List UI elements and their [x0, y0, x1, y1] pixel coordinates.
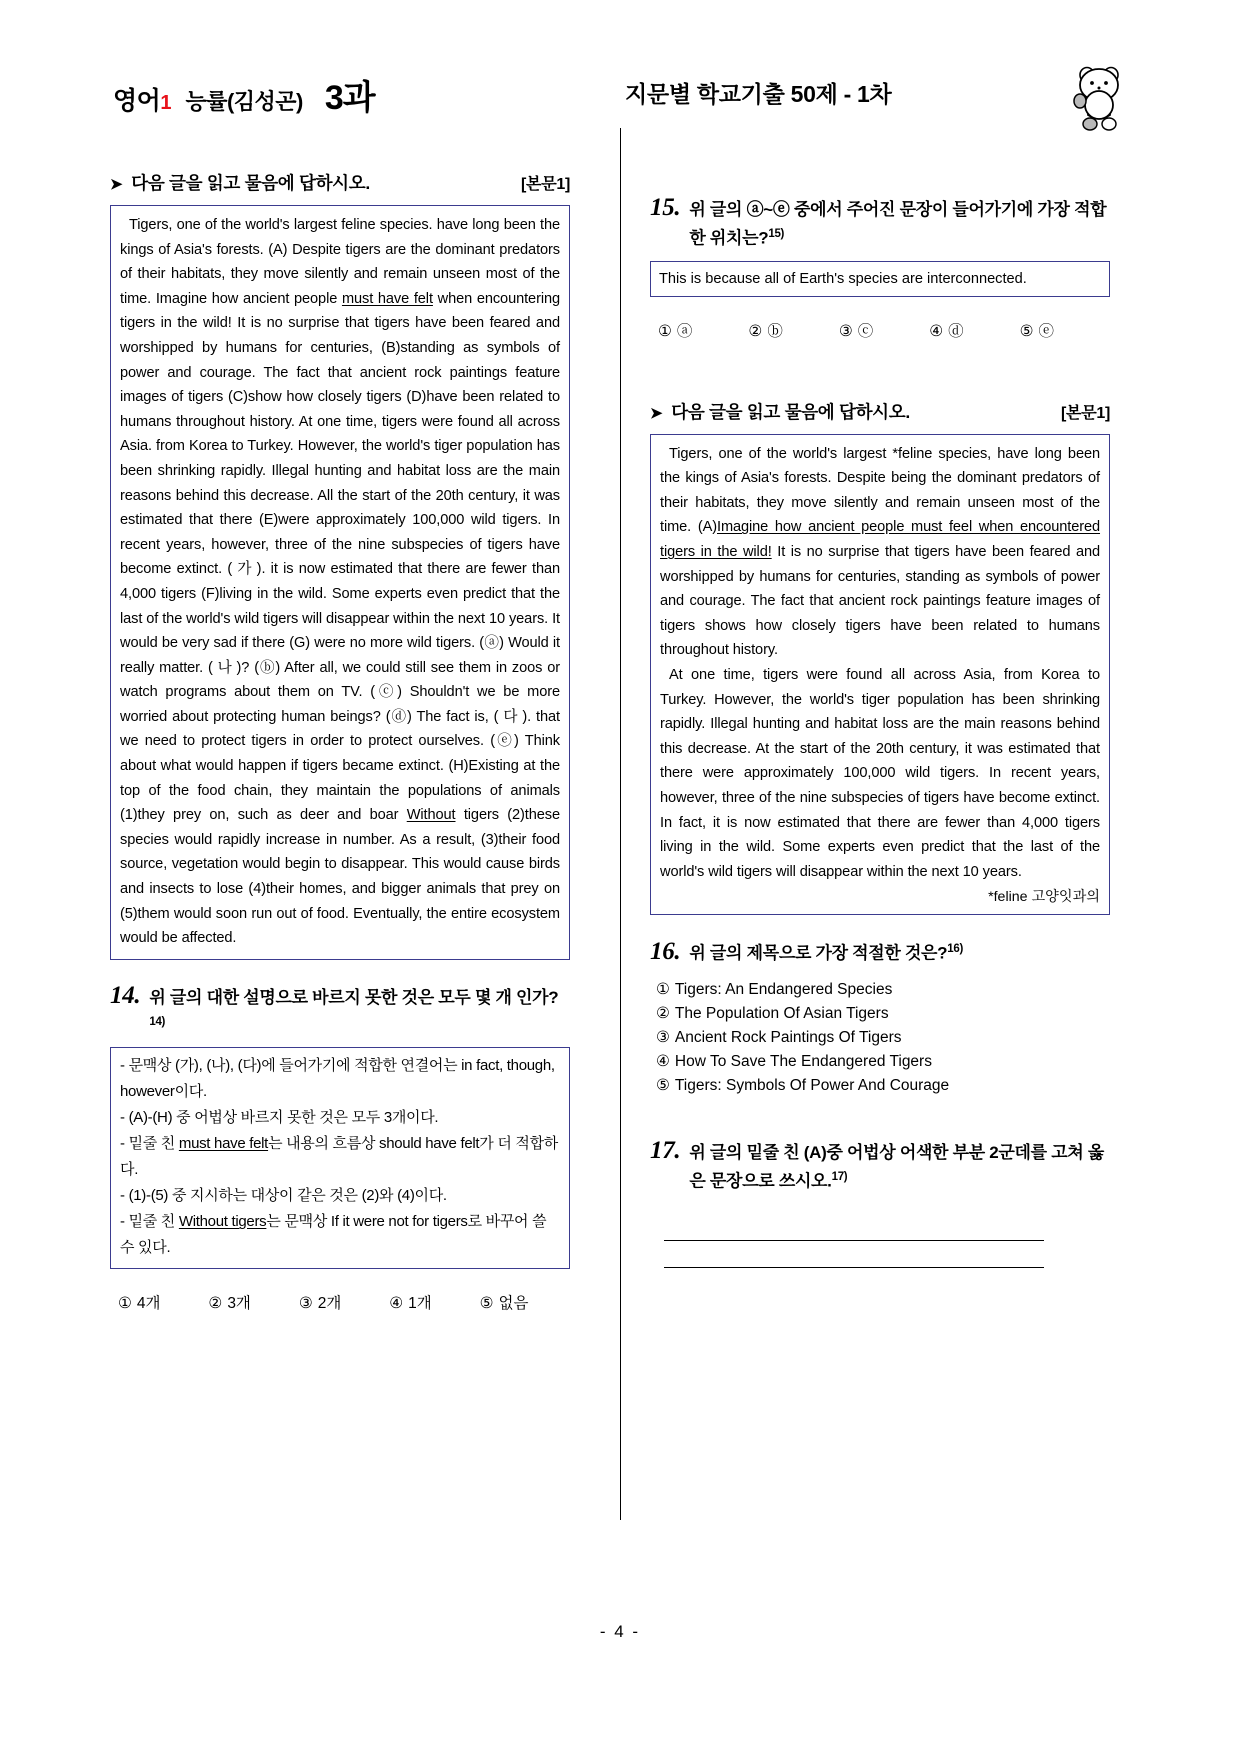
question-15 — [650, 194, 1110, 341]
choice-label: Tigers: Symbols Of Power And Courage — [674, 1077, 950, 1094]
choice-option[interactable] — [208, 1291, 298, 1313]
choice-marker: ① — [658, 322, 672, 340]
answer-line[interactable] — [664, 1241, 1044, 1268]
choice-marker: ④ — [929, 322, 944, 340]
right-passage-box — [650, 434, 1110, 916]
choice-option[interactable] — [656, 1074, 1110, 1097]
right-directive — [650, 399, 1110, 424]
choice-label: 1개 — [408, 1295, 432, 1313]
header-right-title: 지문별 학교기출 50제 - 1차 — [625, 81, 892, 107]
underlined-phrase: must have felt — [341, 290, 433, 307]
choice-option[interactable] — [656, 1002, 1110, 1025]
choice-label: How To Save The Endangered Tigers — [674, 1053, 932, 1070]
note-item: - 밑줄 친 must have felt는 내용의 흐름상 should have felt가 더 적합하다. — [120, 1135, 558, 1179]
choice-option[interactable] — [839, 319, 929, 341]
question-16-choices — [650, 978, 1110, 1097]
choice-marker: ⑤ — [656, 1077, 670, 1094]
question-15-head — [650, 194, 1110, 251]
choice-option[interactable] — [748, 319, 838, 341]
choice-marker: ③ — [656, 1029, 670, 1046]
question-17 — [650, 1137, 1110, 1268]
choice-label: The Population Of Asian Tigers — [674, 1005, 889, 1022]
question-14-note-box — [110, 1047, 570, 1269]
choice-marker: ⑤ — [479, 1295, 494, 1313]
choice-label: Ancient Rock Paintings Of Tigers — [674, 1029, 902, 1046]
bear-mascot-icon — [1060, 58, 1130, 136]
question-15-sup: 15) — [768, 228, 785, 240]
choice-option[interactable] — [658, 319, 748, 341]
choice-label: 2개 — [317, 1295, 342, 1313]
choice-marker: ⑤ — [1019, 322, 1034, 340]
arrow-icon: ➤ — [110, 176, 123, 193]
question-15-choices — [650, 319, 1110, 341]
choice-label: ⓒ — [857, 322, 874, 340]
question-16 — [650, 937, 1110, 1097]
note-item: - 문맥상 (가), (나), (다)에 들어가기에 적합한 연결어는 in fact, though, however이다. — [120, 1057, 555, 1101]
column-divider — [620, 128, 621, 1520]
question-15-number: 15. — [650, 194, 681, 221]
choice-option[interactable] — [656, 1026, 1110, 1049]
choice-marker: ② — [656, 1005, 670, 1022]
page-footer: - 4 - — [599, 1622, 641, 1641]
right-passage-text: Tigers, one of the world's largest *feline species, have long been the kings of Asia's forests. Despite being the dominant predators of their habitats, they move silently and remain unseen most of the time. (A)Imagine how ancient people must feel when encountered tigers in the wild! It is no surprise that tigers have been feared and worshipped by humans for centuries, standing as symbols of power and courage. The fact that ancient rock paintings feature images of tigers shows how closely tigers have been related to humans throughout history. At one time, tigers were found all across Asia, from Korea to Turkey. However, the world's tiger population has been shrinking rapidly. Illegal hunting and habitat loss are the main reasons behind this decrease. At the start of the 20th century, it was estimated that there were approximately 100,000 wild tigers. In recent years, however, three of the nine subspecies of tigers have become extinct. In fact, it is now estimated that there are fewer than 4,000 tigers living in the wild. Some experts even predict that the last of the world's wild tigers will disappear within the next 10 years. — [660, 445, 1101, 880]
right-column — [650, 170, 1110, 1268]
question-14-sup: 14) — [149, 1015, 166, 1028]
left-directive-tag: [본문1] — [521, 176, 570, 193]
right-directive-text: 다음 글을 읽고 물음에 답하시오. — [671, 401, 910, 422]
question-14-head — [110, 982, 570, 1039]
choice-label: ⓓ — [948, 322, 964, 340]
choice-marker: ③ — [298, 1295, 313, 1313]
choice-marker: ① — [118, 1295, 132, 1313]
question-15-text: 위 글의 ⓐ~ⓔ 중에서 주어진 문장이 들어가기에 가장 적합한 위치는?$^{15)}$ — [689, 200, 1107, 248]
question-16-number: 16. — [650, 938, 681, 965]
choice-option[interactable] — [389, 1291, 479, 1313]
question-16-head — [650, 937, 1110, 966]
answer-line[interactable] — [664, 1214, 1044, 1241]
choice-option[interactable] — [118, 1291, 208, 1313]
arrow-icon: ➤ — [650, 404, 663, 422]
left-passage-box — [110, 205, 570, 960]
question-16-text: 위 글의 제목으로 가장 적절한 것은?$^{16)}$ — [689, 943, 964, 963]
left-directive — [110, 170, 570, 195]
question-14 — [110, 982, 570, 1314]
left-passage-text: Tigers, one of the world's largest feline species. have long been the kings of Asia's forests. (A) Despite tigers are the dominant predators of their habitats, they move silently and remain unseen most of the time. Imagine how ancient people must have felt when encountering tigers in the wild! It is no surprise that tigers have been feared and worshipped by humans for centuries, (B)standing as symbols of power and courage. The fact that ancient rock paintings feature images of tigers (C)show how closely tigers (D)have been related to humans throughout history. At one time, tigers were found all across Asia. from Korea to Turkey. However, the world's tiger population has been shrinking rapidly. Illegal hunting and habitat loss are the main reasons behind this decrease. All the start of the 20th century, it was estimated that there (E)were approximately 100,000 wild tigers. In recent years, however, three of the nine subspecies of tigers have become extinct. ( 가 ). it is now estimated that there are fewer than 4,000 tigers (F)living in the wild. Some experts even predict that the last of the world's wild tigers will disappear within the next 10 years. It would be very sad if there (G) were no more wild tigers. (ⓐ) Would it really matter. ( 나 )? (ⓑ) After all, we could still see them in zoos or watch programs about them on TV. (ⓒ) Shouldn't we be more worried about protecting human beings? (ⓓ) The fact is, ( 다 ). that we need to protect tigers in order to protect ourselves. (ⓔ) Think about what would happen if tigers became extinct. (H)Existing at the top of the food chain, they maintain the populations of animals (1)they prey on, such as deer and boar Without tigers (2)these species would rapidly increase in number. As a result, (3)their food source, vegetation would begin to disappear. This would cause birds and insects to lose (4)their homes, and bigger animals that prey on (5)them would soon run out of food. Eventually, the entire ecosystem would be affected. — [120, 217, 561, 947]
question-14-choices — [110, 1291, 570, 1313]
header-subject-number: 1 — [160, 92, 172, 114]
question-17-number: 17. — [650, 1137, 681, 1164]
right-directive-tag: [본문1] — [1061, 404, 1110, 422]
underlined-phrase: Without — [406, 807, 456, 824]
note-item: - (1)-(5) 중 지시하는 대상이 같은 것은 (2)와 (4)이다. — [120, 1187, 447, 1205]
right-passage-source-note: *feline 고양잇과의 — [988, 889, 1100, 906]
choice-marker: ③ — [838, 322, 853, 340]
question-14-number: 14. — [110, 981, 141, 1009]
question-17-sup: 17) — [831, 1171, 848, 1183]
question-16-sup: 16) — [947, 943, 964, 956]
question-17-head — [650, 1137, 1110, 1194]
choice-marker: ② — [208, 1295, 223, 1313]
choice-marker: ② — [748, 322, 763, 340]
choice-option[interactable] — [1020, 319, 1110, 341]
choice-label: ⓐ — [676, 322, 693, 340]
choice-marker: ④ — [656, 1053, 670, 1070]
choice-option[interactable] — [929, 319, 1019, 341]
choice-label: ⓑ — [767, 322, 783, 340]
question-17-answer-lines[interactable] — [650, 1214, 1110, 1268]
choice-label: 4개 — [136, 1295, 161, 1313]
underlined-phrase: Imagine how ancient people must feel when encountered tigers in the wild! — [660, 519, 1101, 561]
question-14-text: 위 글의 대한 설명으로 바르지 못한 것은 모두 몇 개 인가?$^{14)}$ — [149, 987, 559, 1028]
left-directive-text: 다음 글을 읽고 물음에 답하시오. — [131, 173, 370, 193]
choice-option[interactable] — [656, 1050, 1110, 1073]
choice-label: 3개 — [227, 1295, 251, 1313]
choice-marker: ④ — [389, 1295, 404, 1313]
left-column — [110, 170, 570, 1313]
choice-marker: ① — [656, 981, 670, 998]
header-subject: 영어 — [113, 87, 161, 115]
header-lesson: 3과 — [324, 79, 375, 117]
note-item: - (A)-(H) 중 어법상 바르지 못한 것은 모두 3개이다. — [120, 1109, 439, 1127]
note-item: - 밑줄 친 Without tigers는 문맥상 If it were not for tigers로 바꾸어 쓸 수 있다. — [120, 1213, 547, 1257]
choice-label: Tigers: An Endangered Species — [674, 981, 893, 998]
header-textbook: 능률(김성곤) — [185, 89, 303, 114]
question-15-given-sentence-box — [650, 261, 1110, 297]
choice-label: 없음 — [498, 1295, 529, 1313]
header-left-title — [113, 70, 375, 119]
question-17-text: 위 글의 밑줄 친 (A)중 어법상 어색한 부분 2군데를 고쳐 옳은 문장으로 쓰시오.$^{17)}$ — [689, 1143, 1105, 1191]
question-15-given-sentence: This is because all of Earth's species are interconnected. — [659, 270, 1027, 287]
choice-option[interactable] — [656, 978, 1110, 1001]
choice-option[interactable] — [480, 1291, 570, 1313]
choice-option[interactable] — [299, 1291, 389, 1313]
choice-label: ⓔ — [1038, 322, 1055, 340]
